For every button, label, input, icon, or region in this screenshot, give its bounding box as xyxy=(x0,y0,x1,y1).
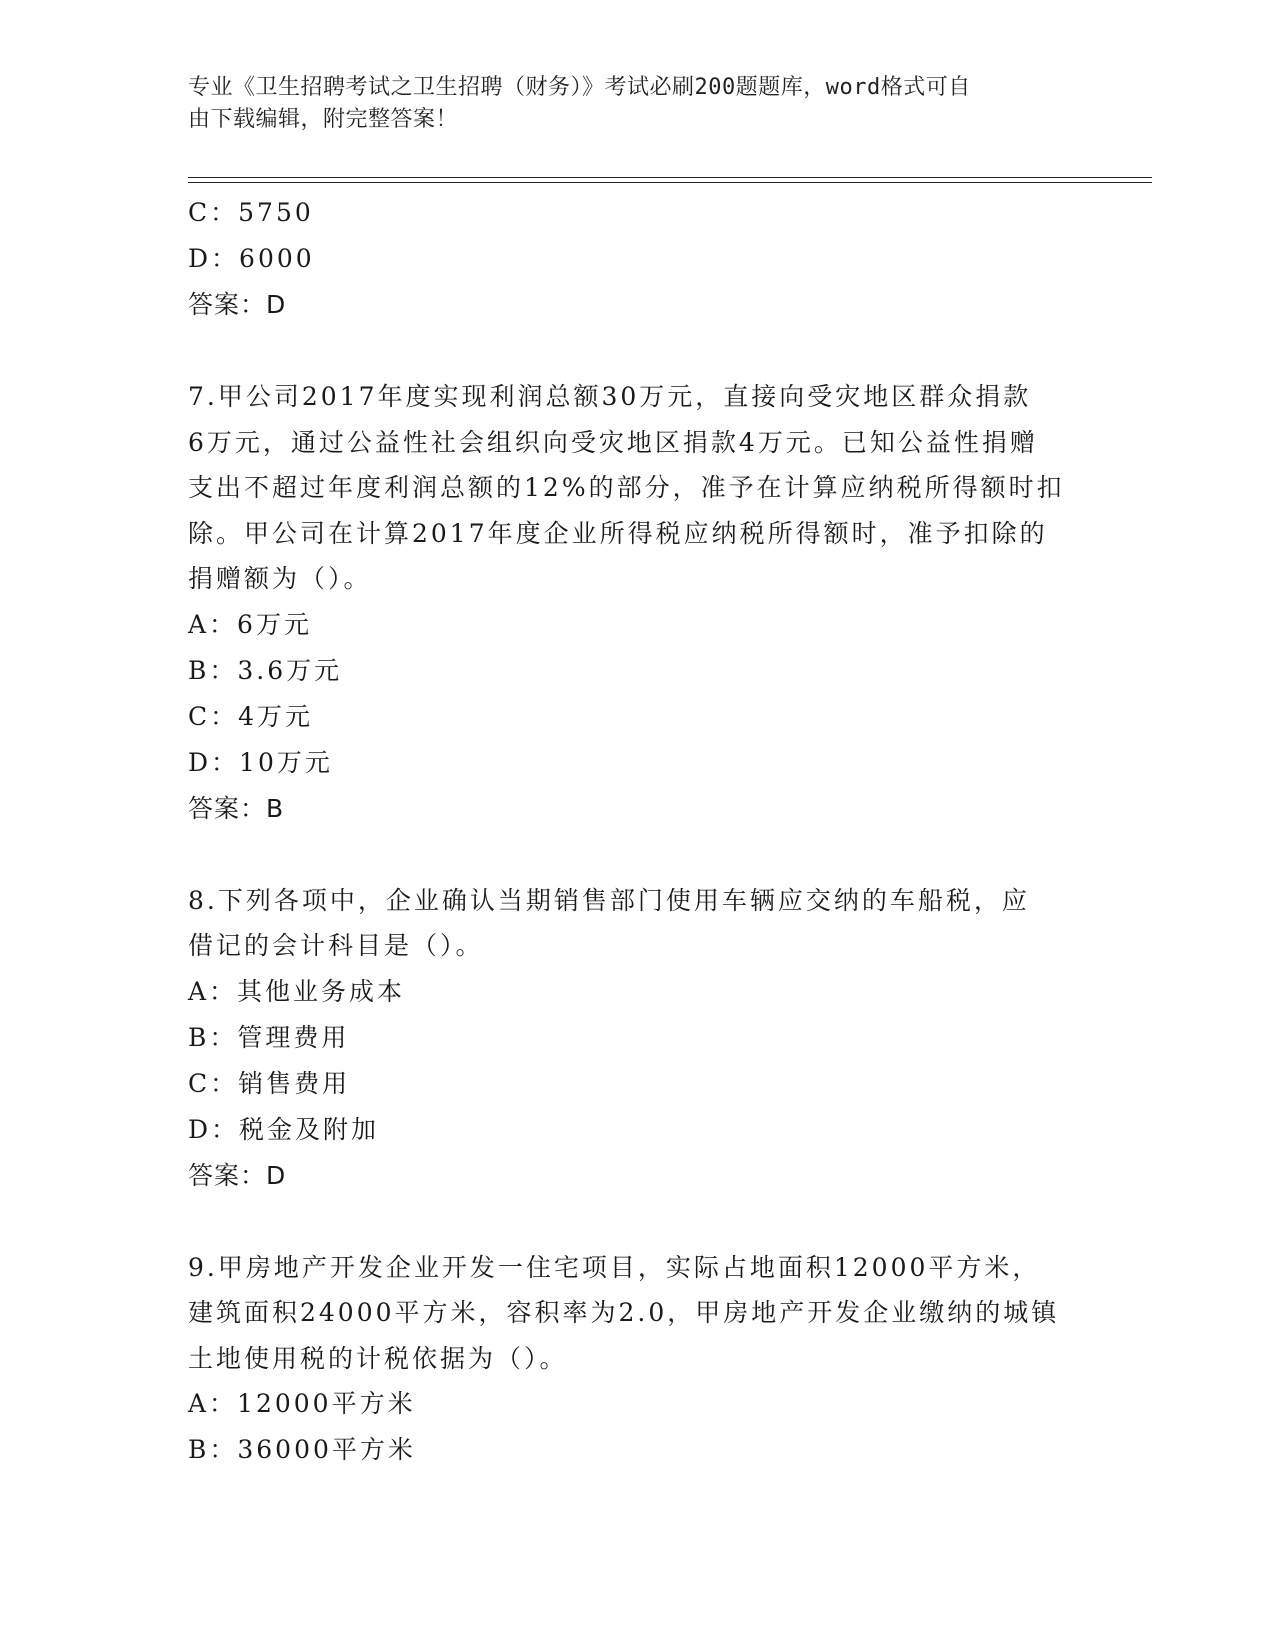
option-c: C：5750 xyxy=(188,198,314,227)
answer-line: 答案：D xyxy=(188,290,287,319)
answer-line: 答案：B xyxy=(188,793,285,823)
option-d: D：6000 xyxy=(188,244,315,273)
stem-line: 捐赠额为（）。 xyxy=(188,564,372,593)
document-body xyxy=(188,190,1088,1473)
header-line-2: 由下载编辑，附完整答案！ xyxy=(188,107,459,132)
option-c: C：销售费用 xyxy=(188,1068,351,1098)
stem-line: 8.下列各项中，企业确认当期销售部门使用车辆应交纳的车船税，应 xyxy=(188,885,1030,915)
option-b: B：管理费用 xyxy=(188,1022,350,1052)
option-c: C：4万元 xyxy=(188,701,314,731)
option-a: A：12000平方米 xyxy=(188,1389,416,1418)
stem-line: 支出不超过年度利润总额的12%的部分，准予在计算应纳税所得额时扣 xyxy=(188,473,1065,502)
question-9 xyxy=(188,1245,1088,1474)
option-b: B：36000平方米 xyxy=(188,1435,416,1464)
previous-question-tail xyxy=(188,190,1088,328)
option-d: D：税金及附加 xyxy=(188,1114,380,1144)
header-divider-top xyxy=(188,177,1152,178)
stem-line: 7.甲公司2017年度实现利润总额30万元，直接向受灾地区群众捐款 xyxy=(188,382,1032,411)
question-7 xyxy=(188,374,1088,832)
question-stem xyxy=(188,878,1088,969)
question-stem xyxy=(188,374,1088,602)
stem-line: 9.甲房地产开发企业开发一住宅项目，实际占地面积12000平方米， xyxy=(188,1252,1041,1282)
question-stem xyxy=(188,1245,1088,1382)
question-8 xyxy=(188,878,1088,1199)
option-a: A：其他业务成本 xyxy=(188,976,406,1006)
header-divider-bottom xyxy=(188,182,1152,183)
option-d: D：10万元 xyxy=(188,747,333,777)
page-header xyxy=(188,72,1068,136)
answer-line: 答案：D xyxy=(188,1160,287,1190)
option-a: A：6万元 xyxy=(188,609,312,639)
option-b: B：3.6万元 xyxy=(188,655,343,685)
stem-line: 建筑面积24000平方米，容积率为2.0，甲房地产开发企业缴纳的城镇 xyxy=(188,1298,1060,1327)
stem-line: 6万元，通过公益性社会组织向受灾地区捐款4万元。已知公益性捐赠 xyxy=(188,427,1038,457)
header-line-1: 专业《卫生招聘考试之卫生招聘（财务）》考试必刷200题题库，word格式可自 xyxy=(188,75,971,100)
stem-line: 土地使用税的计税依据为（）。 xyxy=(188,1343,568,1373)
stem-line: 借记的会计科目是（）。 xyxy=(188,931,484,960)
stem-line: 除。甲公司在计算2017年度企业所得税应纳税所得额时，准予扣除的 xyxy=(188,518,1048,548)
